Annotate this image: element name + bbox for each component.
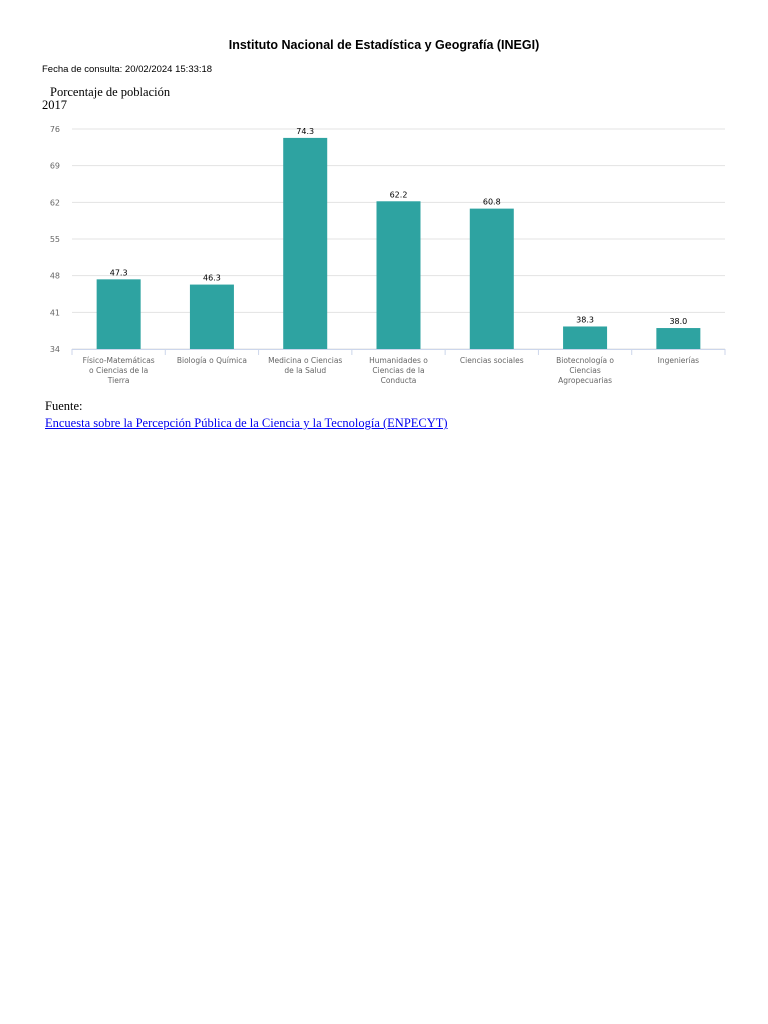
y-tick-label: 55 [49, 235, 60, 244]
x-tick-label-line: de la Salud [284, 366, 327, 375]
data-label: 74.3 [296, 126, 315, 136]
x-tick-label-line: Ciencias de la [372, 366, 425, 375]
x-tick-label [268, 356, 342, 375]
data-label: 60.8 [482, 197, 501, 207]
x-tick-label-line: Agropecuarias [558, 376, 613, 385]
data-label: 47.3 [109, 268, 128, 278]
x-tick-label-line: Ciencias [569, 366, 601, 375]
y-tick-label: 48 [49, 271, 60, 281]
data-label: 62.2 [389, 190, 408, 200]
bar [470, 209, 514, 349]
y-tick-label: 34 [49, 345, 60, 354]
x-tick-label [460, 356, 524, 365]
y-tick-label: 62 [49, 198, 60, 208]
x-tick-label-line: Ciencias sociales [459, 356, 524, 365]
data-label: 38.0 [669, 317, 688, 327]
x-tick-label-line: o Ciencias de la [89, 366, 149, 375]
bar [283, 138, 327, 349]
bar [190, 285, 234, 349]
x-tick-label-line: Medicina o Ciencias [268, 356, 343, 365]
x-tick-label [177, 356, 247, 365]
x-tick-label-line: Físico-Matemáticas [82, 356, 155, 365]
y-tick-label: 69 [49, 161, 60, 171]
bar [97, 279, 141, 349]
x-tick-label [658, 356, 700, 365]
x-tick-label-line: Tierra [107, 376, 130, 385]
y-tick-label: 41 [49, 308, 60, 318]
x-tick-label-line: Conducta [380, 376, 417, 385]
bar [656, 328, 700, 349]
chart-subtitle: 2017 [42, 98, 67, 112]
x-tick-label-line: Humanidades o [369, 356, 428, 365]
bar-chart [0, 0, 768, 400]
x-tick-label-line: Biología o Química [176, 356, 247, 365]
consult-date-value: 20/02/2024 15:33:18 [124, 64, 213, 75]
page-title: Instituto Nacional de Estadística y Geografía (INEGI) [228, 38, 540, 52]
chart-title: Porcentaje de población [50, 85, 171, 99]
bar [377, 201, 421, 349]
bar [563, 326, 607, 349]
x-tick-label [369, 356, 428, 385]
consult-date-label: Fecha de consulta: [42, 64, 123, 75]
data-label: 38.3 [576, 315, 594, 325]
data-label: 46.3 [203, 273, 221, 283]
x-tick-label [83, 356, 155, 385]
y-tick-label: 76 [49, 125, 60, 134]
x-tick-label [556, 356, 614, 385]
source-link[interactable]: Encuesta sobre la Percepción Pública de la Ciencia y la Tecnología (ENPECYT) [45, 416, 448, 430]
x-tick-label-line: Biotecnología o [556, 356, 615, 365]
source-label: Fuente: [45, 399, 83, 413]
x-tick-label-line: Ingenierías [657, 356, 700, 365]
